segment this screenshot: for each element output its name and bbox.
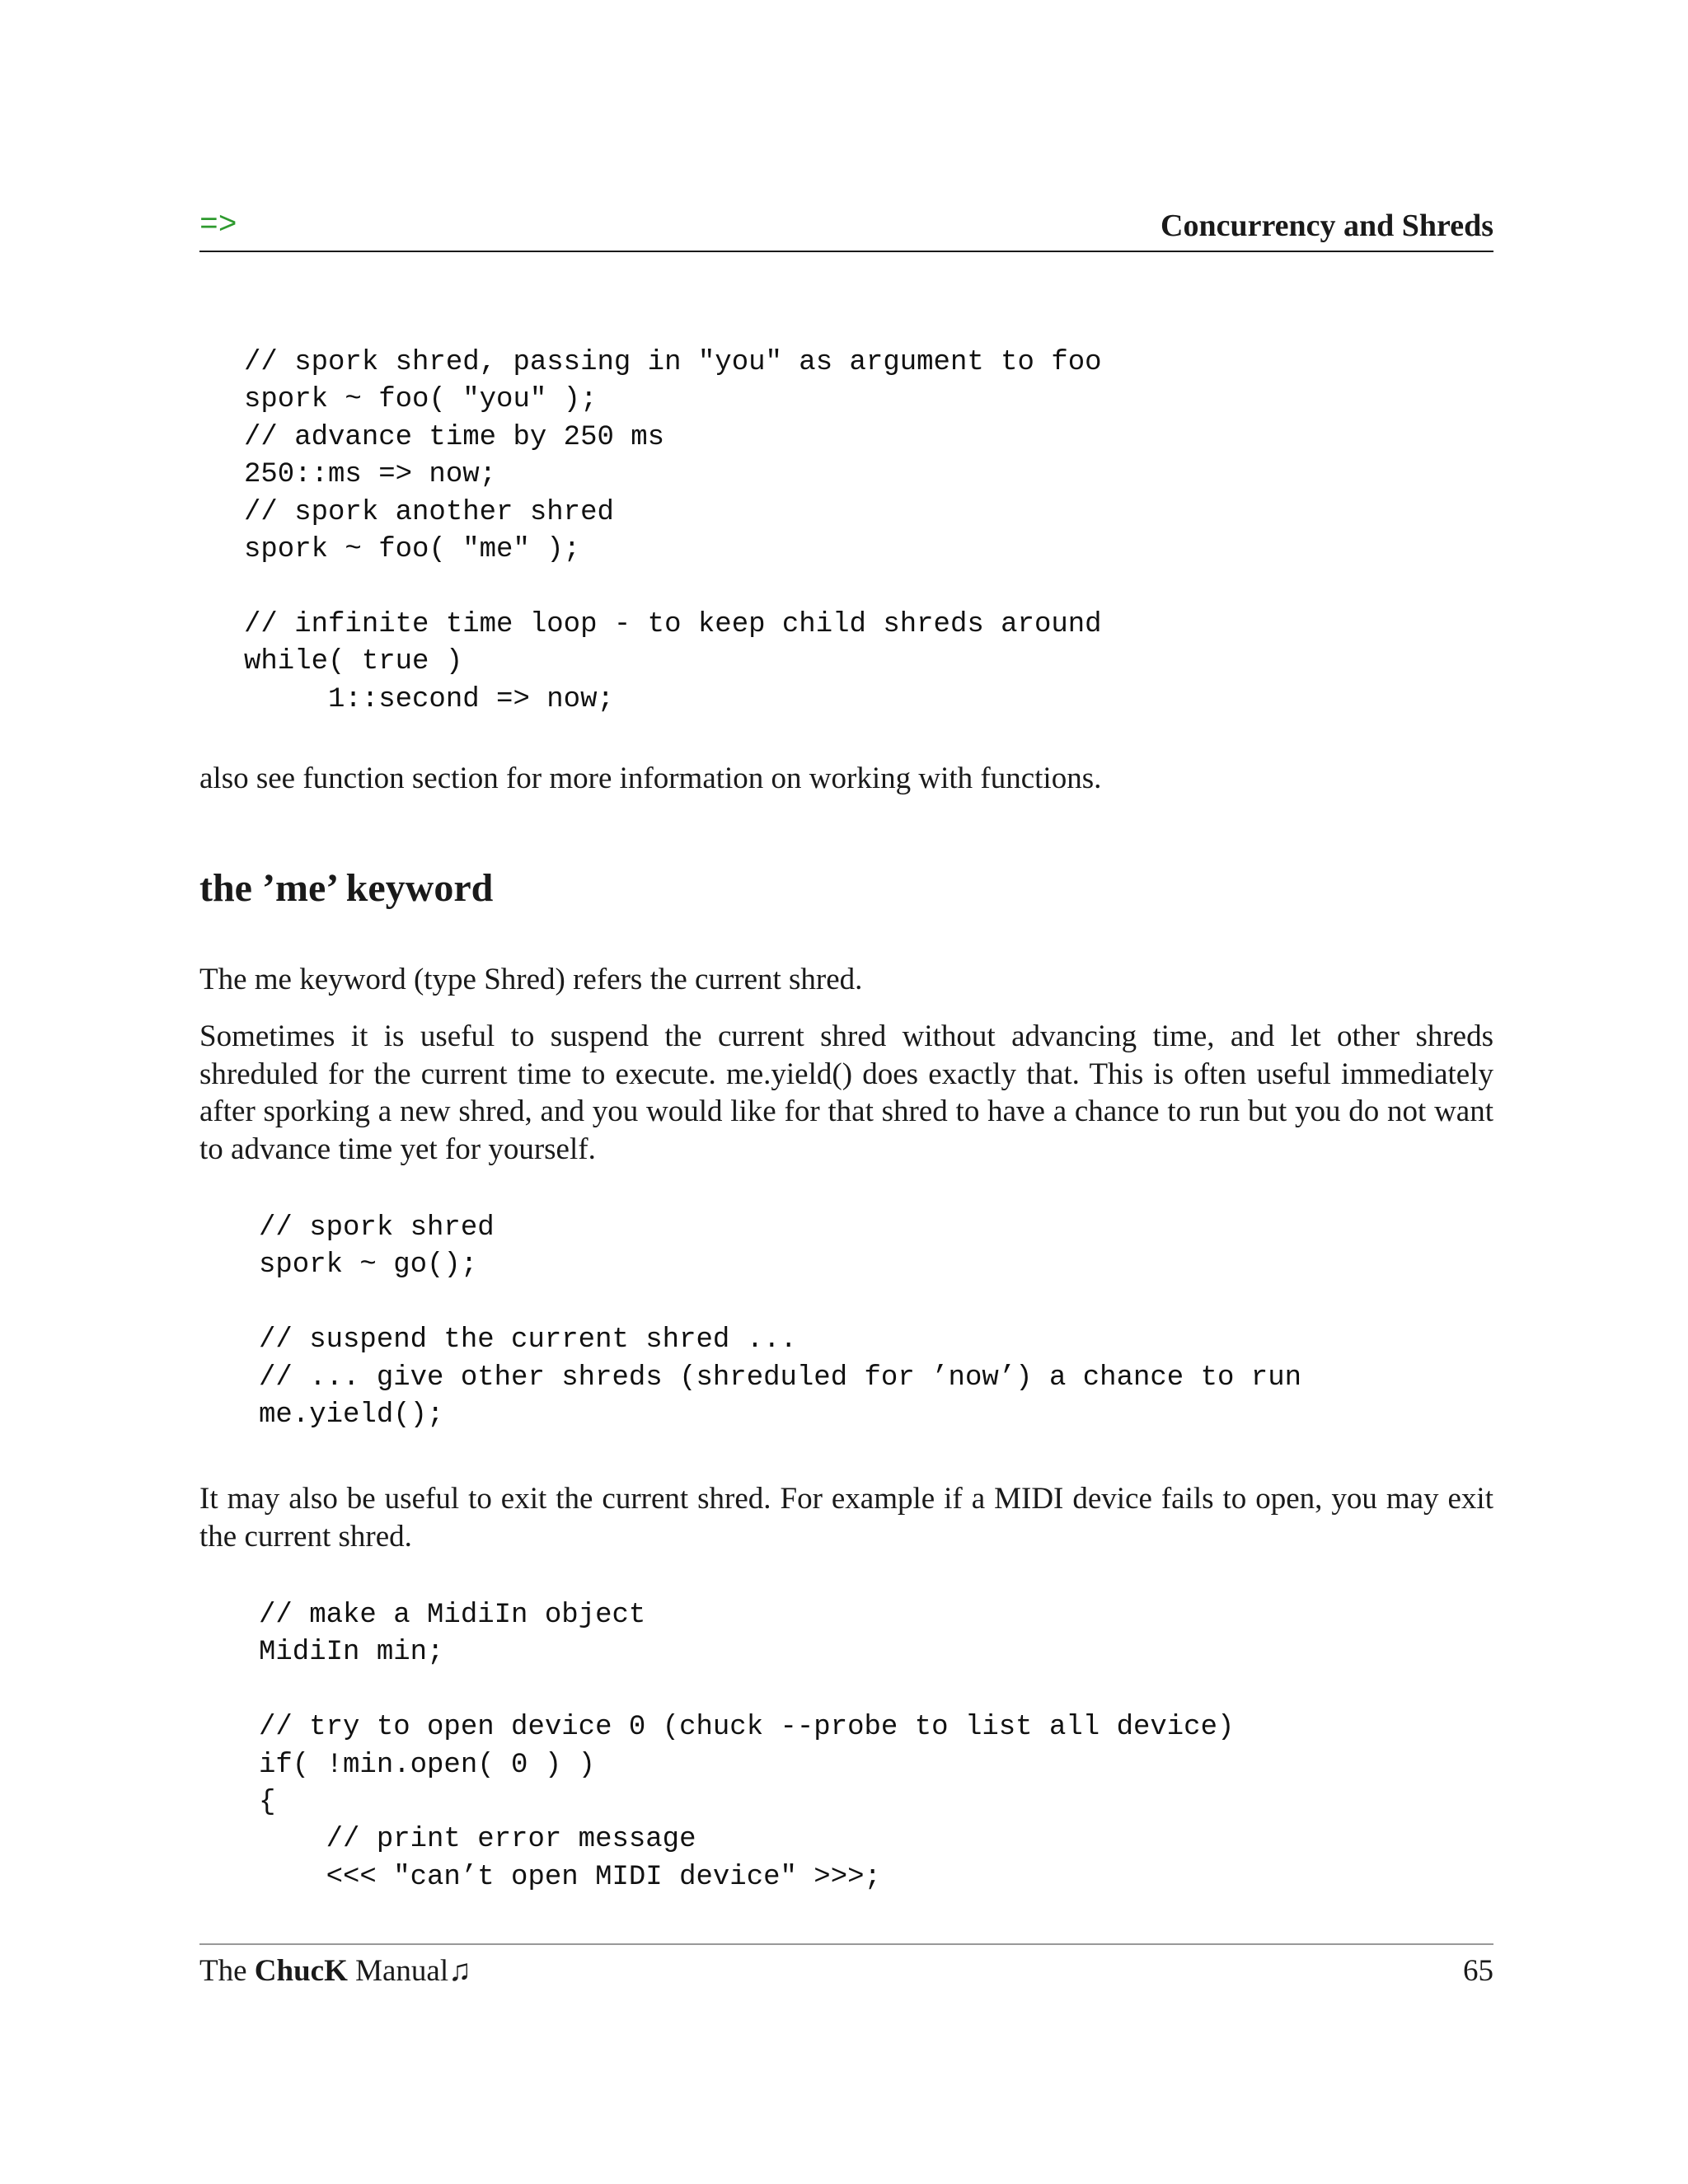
code-line: // infinite time loop - to keep child shreds around: [244, 608, 1102, 640]
code-line: // print error message: [259, 1824, 696, 1856]
code-line: 1::second => now;: [244, 683, 614, 715]
code-line: [259, 1285, 1301, 1322]
code-line: // suspend the current shred ...: [259, 1324, 797, 1357]
footer-manual-title: [199, 1953, 471, 1989]
code-line: // ... give other shreds (shreduled for ’now’) a chance to run: [259, 1361, 1302, 1394]
code-line: // try to open device 0 (chuck --probe to list all device): [259, 1712, 1235, 1744]
body-paragraph: Sometimes it is useful to suspend the current shred without advancing time, and let other shreds shreduled for the current time to execute. me.yield() does exactly that. This is often useful immediately after sporking a new shred, and you would like for that shred to have a chance to run but you do not want to advance time yet for yourself.: [199, 1019, 1493, 1166]
code-line: spork ~ foo( "me" );: [244, 533, 581, 565]
footer-divider: [199, 1943, 1493, 1945]
body-paragraph: also see function section for more information on working with functions.: [199, 762, 1102, 795]
page-number: 65: [1463, 1954, 1493, 1988]
code-line: <<< "can’t open MIDI device" >>>;: [259, 1861, 881, 1893]
code-line: if( !min.open( 0 ) ): [259, 1749, 596, 1781]
code-line: 250::ms => now;: [244, 459, 497, 491]
code-line: spork ~ go();: [259, 1249, 478, 1282]
footer-suffix: Manual♫: [347, 1954, 471, 1988]
code-line: [259, 1672, 1234, 1709]
code-line: // spork another shred: [244, 496, 614, 528]
code-line: // spork shred, passing in "you" as argument to foo: [244, 347, 1102, 378]
code-block-yield-example: [259, 1210, 1301, 1434]
code-line: // spork shred: [259, 1212, 495, 1244]
body-paragraph: It may also be useful to exit the current shred. For example if a MIDI device fails to open, you may exit the current shred.: [199, 1482, 1493, 1554]
section-heading: the ’me’ keyword: [199, 866, 494, 910]
code-line: // make a MidiIn object: [259, 1600, 646, 1631]
chuck-operator-arrow: =>: [199, 208, 237, 243]
code-line: spork ~ foo( "you" );: [244, 384, 598, 416]
code-line: me.yield();: [259, 1399, 444, 1431]
code-line: {: [259, 1786, 276, 1818]
code-block-spork-example: [244, 344, 1102, 719]
chapter-title: Concurrency and Shreds: [1160, 209, 1493, 243]
page-header: [199, 204, 1493, 252]
code-line: while( true ): [244, 646, 463, 678]
code-line: MidiIn min;: [259, 1637, 444, 1669]
code-block-midi-example: [259, 1597, 1234, 1896]
body-paragraph: The me keyword (type Shred) refers the current shred.: [199, 963, 863, 996]
code-line: [244, 569, 1102, 606]
code-line: // advance time by 250 ms: [244, 421, 665, 453]
footer-brand: ChucK: [254, 1954, 348, 1988]
footer-prefix: The: [199, 1954, 255, 1988]
